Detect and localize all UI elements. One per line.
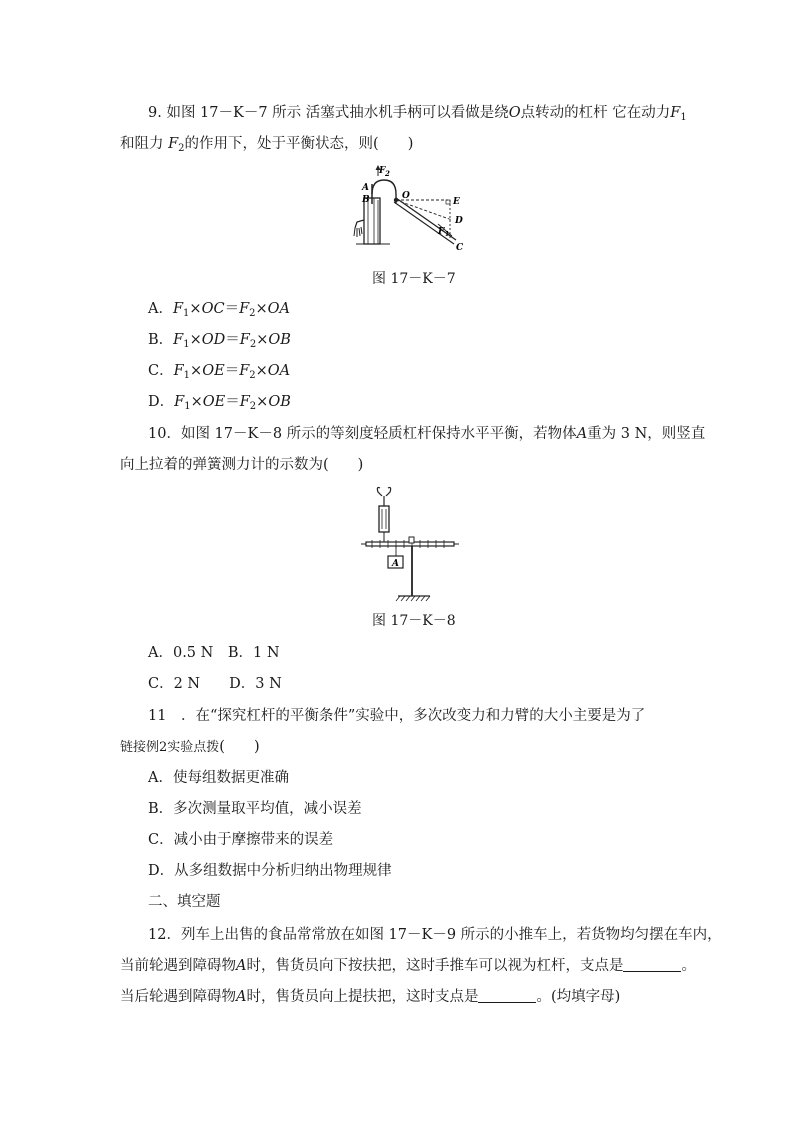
q10-options-row-1[interactable]: A．0.5 N B．1 N	[148, 645, 280, 661]
svg-text:B: B	[362, 195, 370, 205]
svg-text:E: E	[453, 197, 460, 207]
q12-line-3: 当后轮遇到障碍物A时，售货员向上提扶把，这时支点是 。(均填字母)	[120, 989, 621, 1005]
svg-text:O: O	[402, 191, 410, 201]
q9-option-b[interactable]: B．$F_1\times OD=F_2\times OB$	[148, 332, 291, 350]
figure-17-k-8-caption: 图 17－K－8	[372, 613, 456, 629]
q12-line-1: 12．列车上出售的食品常常放在如图 17－K－9 所示的小推车上，若货物均匀摆在车内，	[148, 927, 722, 943]
svg-text:1: 1	[445, 231, 450, 238]
figure-17-k-8-lever-balance	[358, 484, 462, 604]
q11-option-a[interactable]: A．使每组数据更准确	[148, 770, 289, 786]
answer-blank-2[interactable]	[478, 988, 536, 1003]
svg-text:F: F	[379, 166, 386, 176]
section-title-fill-in: 二、填空题	[148, 894, 221, 910]
figure-17-k-7-pump-lever	[352, 164, 472, 256]
svg-text:A: A	[392, 559, 399, 569]
q9-line-2: 和阻力 $F_2$的作用下，处于平衡状态，则( )	[120, 136, 414, 154]
q11-option-d[interactable]: D．从多组数据中分析归纳出物理规律	[148, 863, 392, 879]
q10-line-2: 向上拉着的弹簧测力计的示数为( )	[120, 457, 364, 473]
svg-text:C: C	[456, 243, 464, 253]
q11-line-2: 链接例2实验点拨( )	[120, 739, 260, 755]
q11-link-hint[interactable]: 链接例2实验点拨	[120, 740, 220, 755]
q11-option-c[interactable]: C．减小由于摩擦带来的误差	[148, 832, 334, 848]
q11-line-1: 11 ．在“探究杠杆的平衡条件”实验中，多次改变力和力臂的大小主要是为了	[148, 708, 646, 724]
q9-option-c[interactable]: C．$F_1\times OE=F_2\times OA$	[148, 363, 291, 381]
svg-text:D: D	[455, 216, 463, 226]
q12-line-2: 当前轮遇到障碍物A时，售货员向下按扶把，这时手推车可以视为杠杆，支点是 。	[120, 958, 696, 974]
q9-option-a[interactable]: A．$F_1\times OC=F_2\times OA$	[148, 301, 291, 319]
figure-17-k-7-caption: 图 17－K－7	[372, 271, 456, 287]
q10-line-1: 10．如图 17－K－8 所示的等刻度轻质杠杆保持水平平衡，若物体A重为 3 N，则竖直	[148, 426, 706, 442]
svg-text:A: A	[362, 183, 369, 193]
q9-option-d[interactable]: D．$F_1\times OE=F_2\times OB$	[148, 394, 291, 412]
q10-options-row-2[interactable]: C．2 N D．3 N	[148, 676, 282, 692]
svg-text:F: F	[438, 227, 445, 237]
svg-text:2: 2	[385, 169, 390, 178]
q11-option-b[interactable]: B．多次测量取平均值，减小误差	[148, 801, 362, 817]
q9-line-1: 9. 如图 17－K－7 所示 活塞式抽水机手柄可以看做是绕O点转动的杠杆 它在动力$F_1$	[148, 105, 687, 123]
answer-blank-1[interactable]	[623, 957, 681, 972]
